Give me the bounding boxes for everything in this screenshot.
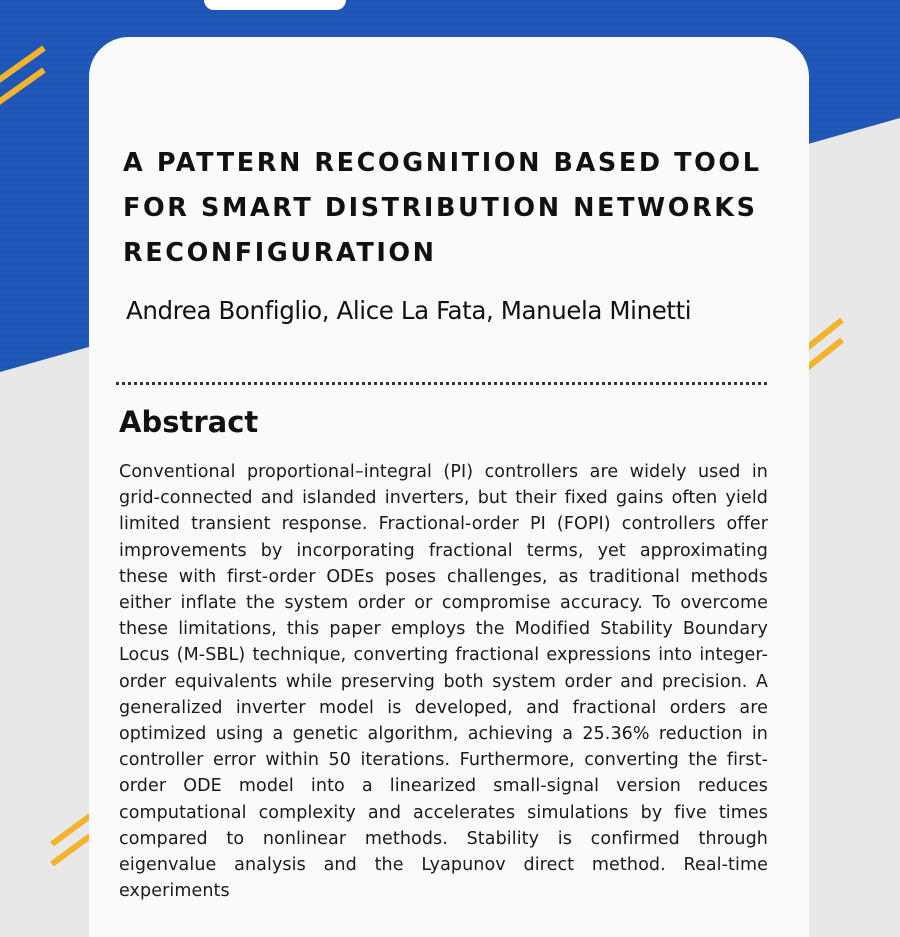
stripes-decoration-right [800,310,860,380]
abstract-heading: Abstract [119,405,259,439]
paper-title: A PATTERN RECOGNITION BASED TOOL FOR SMART DISTRIBUTION NETWORKS RECONFIGURATION [123,148,762,268]
dotted-divider [116,382,767,385]
author-list: Andrea Bonfiglio, Alice La Fata, Manuela Minetti [126,296,692,325]
abstract-text: Conventional proportional–integral (PI) controllers are widely used in grid-connected and islanded inverters, but their fixed gains often yield limited transient response. Fractional-order PI (FOPI) controllers offer improvements by incorporating fractional terms, yet approximating these with first-order ODEs poses challenges, as traditional methods either inflate the system order or compromise accuracy. To overcome these limitations, this paper employs the Modified Stability Boundary Locus (M-SBL) technique, converting fractional expressions into integer-order equivalents while preserving both system order and precision. A generalized inverter model is developed, and fractional orders are optimized using a genetic algorithm, achieving a 25.36% reduction in controller error within 50 iterations. Furthermore, converting the first-order ODE model into a linearized small-signal version reduces computational complexity and accelerates simulations by five times compared to nonlinear methods. Stability is confirmed through eigenvalue analysis and the Lyapunov direct method. Real-time experiments [119,462,768,902]
top-tab-decoration [204,0,346,10]
content-card [89,37,809,937]
stripes-decoration-top-left [0,40,60,120]
